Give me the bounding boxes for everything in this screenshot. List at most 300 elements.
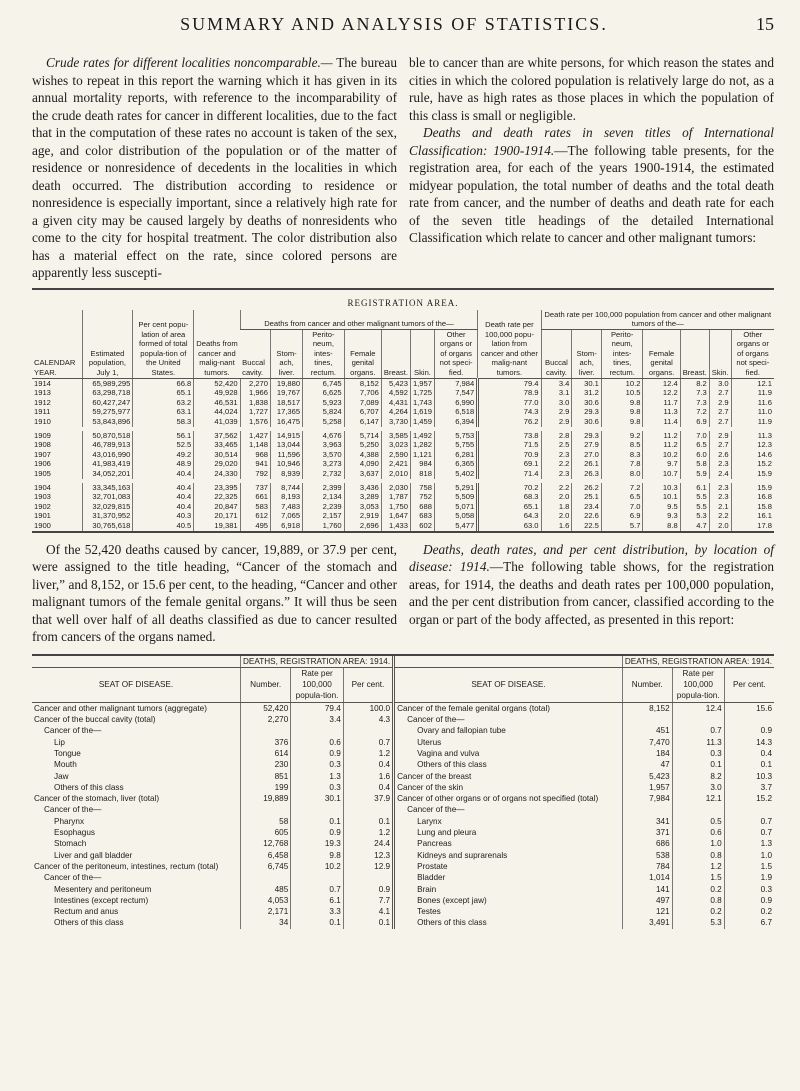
seat-p: 1.3 [724,838,774,849]
value-cell: 3.1 [541,388,572,398]
value-cell: 23.4 [572,502,602,512]
seat-n [622,714,672,725]
seat-label: Cancer of the skin [394,782,623,793]
seat-n: 34 [241,917,291,928]
value-cell: 3,436 [344,483,381,493]
table-row [32,417,774,427]
value-cell: 2.7 [709,407,731,417]
page-number: 15 [756,14,774,34]
col-rate-stomach: Stom-ach, liver. [572,329,602,378]
value-cell: 2,270 [240,378,270,388]
value-cell: 5.5 [680,492,709,502]
value-cell: 6,625 [303,388,345,398]
seat-label: Stomach [54,839,87,849]
seat-p: 4.1 [343,906,393,917]
table-row [32,804,774,815]
value-cell: 29.3 [572,407,602,417]
value-cell: 1,727 [240,407,270,417]
seat-n: 605 [241,827,291,838]
value-cell: 5,753 [434,431,477,441]
pct-header-left: Per cent. [343,667,393,702]
seat-label: Cancer of the female genital organs (total) [394,702,623,714]
table-row [32,388,774,398]
seat-r: 12.1 [672,793,724,804]
value-cell: 10.2 [601,378,643,388]
seat-r: 0.2 [672,884,724,895]
value-cell: 1,957 [410,378,434,388]
value-cell: 2.0 [541,492,572,502]
value-cell: 602 [410,521,434,531]
value-cell: 12.1 [731,378,774,388]
value-cell: 76.2 [478,417,541,427]
seat-label: Prostate [394,861,623,872]
seat-p: 0.7 [724,816,774,827]
value-cell: 5,250 [344,440,381,450]
seat-label: Others of this class [54,782,124,792]
value-cell: 2.2 [709,511,731,521]
seat-r: 11.3 [672,737,724,748]
seat-r: 3.4 [291,714,344,725]
seat-label: Others of this class [394,917,623,928]
value-cell: 8.5 [601,440,643,450]
seat-r: 0.5 [672,816,724,827]
value-cell: 31.2 [572,388,602,398]
value-cell: 11.4 [643,417,680,427]
value-cell: 1,576 [240,417,270,427]
value-cell: 19,880 [271,378,303,388]
seat-n: 3,491 [622,917,672,928]
value-cell: 49.2 [133,450,194,460]
page [32,14,774,929]
value-cell: 2.9 [709,398,731,408]
value-cell: 14,915 [271,431,303,441]
value-cell: 11.2 [643,431,680,441]
value-cell: 30,765,618 [82,521,133,531]
col-rate-female: Female genital organs. [643,329,680,378]
value-cell: 5.9 [680,469,709,479]
intro-right-continued: ble to cancer than are white persons, for which reason the states and cities in which the colored population is relatively large do not, as a rule, have as high rates as those places in which the population of this class is small or negligible. [409,55,774,123]
value-cell: 70.2 [478,483,541,493]
value-cell: 1,619 [410,407,434,417]
value-cell: 1,433 [381,521,410,531]
value-cell: 27.0 [572,450,602,460]
value-cell: 3,273 [303,459,345,469]
seat-label: Pancreas [394,838,623,849]
seat-p: 1.5 [724,861,774,872]
table-row [32,872,774,883]
value-cell: 2.7 [709,417,731,427]
col-rate-buccal: Buccal cavity. [541,329,572,378]
value-cell: 32,029,815 [82,502,133,512]
seat-p: 0.3 [724,884,774,895]
value-cell: 29.3 [572,431,602,441]
value-cell: 25.1 [572,492,602,502]
table-row [32,793,774,804]
seat-n: 341 [622,816,672,827]
table-row [32,782,774,793]
value-cell: 7,065 [271,511,303,521]
seat-r: 0.3 [672,748,724,759]
year-cell: 1908 [34,440,51,450]
seat-r: 0.6 [672,827,724,838]
value-cell: 15.2 [731,459,774,469]
seat-label: Cancer and other malignant tumors (aggregate) [34,703,207,713]
seat-r [291,725,344,736]
value-cell: 1,750 [381,502,410,512]
value-cell: 9.3 [643,511,680,521]
value-cell: 66.8 [133,378,194,388]
value-cell: 11.9 [731,417,774,427]
seat-n: 371 [622,827,672,838]
value-cell: 18,517 [271,398,303,408]
value-cell: 22.6 [572,511,602,521]
value-cell: 1.6 [541,521,572,531]
col-stomach: Stom-ach, liver. [271,329,303,378]
value-cell: 11.7 [643,398,680,408]
value-cell: 3,570 [303,450,345,460]
value-cell: 73.8 [478,431,541,441]
seat-label: Testes [394,906,623,917]
location-body: —The following table shows, for the registration areas, for 1914, the deaths and death rates per 100,000 population, and the per cent distribution from cancer, classified according to the organ or part of the body affected, as presented in this report: [409,559,774,627]
seat-r: 9.8 [291,850,344,861]
value-cell: 2.2 [541,459,572,469]
table-row [32,816,774,827]
year-cell: 1906 [34,459,51,469]
seat-n: 497 [622,895,672,906]
table-row [32,748,774,759]
value-cell: 7.0 [680,431,709,441]
value-cell: 8,744 [271,483,303,493]
seat-p: 0.9 [724,725,774,736]
value-cell: 17.8 [731,521,774,531]
year-cell: 1914 [34,378,51,388]
seat-r [672,804,724,815]
value-cell: 2.6 [709,450,731,460]
col-skin: Skin. [410,329,434,378]
seat-n: 7,984 [622,793,672,804]
col-year: CALENDAR YEAR. [32,310,82,379]
seat-label: Liver and gall bladder [54,850,133,860]
value-cell: 5.7 [601,521,643,531]
value-cell: 79.4 [478,378,541,388]
value-cell: 49,928 [194,388,240,398]
value-cell: 5.5 [680,502,709,512]
value-cell: 1,492 [410,431,434,441]
value-cell: 6.5 [601,492,643,502]
seat-p: 0.1 [724,759,774,770]
seat-p: 0.9 [343,884,393,895]
seat-header-left: SEAT OF DISEASE. [32,667,241,702]
value-cell: 583 [240,502,270,512]
seat-p [724,804,774,815]
table-row [32,850,774,861]
seat-n: 141 [622,884,672,895]
value-cell: 20,847 [194,502,240,512]
seat-n: 851 [241,771,291,782]
value-cell: 1,148 [240,440,270,450]
value-cell: 2.3 [709,459,731,469]
value-cell: 58.3 [133,417,194,427]
value-cell: 4.7 [680,521,709,531]
rate-header-left: Rate per 100,000 popula-tion. [291,667,344,702]
seat-label: Pharynx [54,816,85,826]
value-cell: 59,275,977 [82,407,133,417]
value-cell: 40.4 [133,502,194,512]
seat-r: 1.2 [672,861,724,872]
seat-n: 12,768 [241,838,291,849]
value-cell: 23,395 [194,483,240,493]
cancer-location-table [32,656,774,929]
value-cell: 2.0 [541,511,572,521]
table-row [32,759,774,770]
value-cell: 5,714 [344,431,381,441]
crude-rates-body: The bureau wishes to repeat in this report the warning which it has given in its annual mortality reports, with reference to the incomparability of the crude death rates for cancer in different localities, due to the fact that in the computation of these rates no account is taken of the sex, age, and color distribution of the population or of the matter of residence or nonresidence of decedents in the localities in which death occurred. The distribution according to residence or nonresidence is especially important, since a relatively high rate for a given city may be caused largely by deaths of nonresidents who come to the city for hospital treatment. The color distribution also has a material effect on the rate, since colored persons are apparently less suscepti- [32,55,397,280]
value-cell: 1,121 [410,450,434,460]
value-cell: 818 [410,469,434,479]
value-cell: 16.1 [731,511,774,521]
table-row [32,483,774,493]
seat-label: Vagina and vulva [394,748,623,759]
value-cell: 27.9 [572,440,602,450]
seat-r: 0.1 [672,759,724,770]
seat-label: Tongue [54,748,81,758]
seat-p: 12.3 [343,850,393,861]
seat-n: 19,889 [241,793,291,804]
year-cell: 1901 [34,511,51,521]
value-cell: 11.3 [643,407,680,417]
seat-n: 376 [241,737,291,748]
year-cell: 1903 [34,492,51,502]
table-row [32,714,774,725]
value-cell: 2.8 [541,431,572,441]
seat-r: 0.7 [672,725,724,736]
value-cell: 2,421 [381,459,410,469]
col-rate-group: Death rate per 100,000 population from cancer and other malignant tumors of the— [541,310,774,330]
year-cell: 1900 [34,520,51,530]
seat-p [724,714,774,725]
value-cell: 11.2 [643,440,680,450]
table-row [32,702,774,714]
seat-n: 1,014 [622,872,672,883]
value-cell: 5,402 [434,469,477,479]
value-cell: 3,053 [344,502,381,512]
value-cell: 2.3 [709,492,731,502]
value-cell: 3.4 [541,378,572,388]
seat-n: 199 [241,782,291,793]
value-cell: 2,590 [381,450,410,460]
seat-label: Cancer of the peritoneum, intestines, rectum (total) [34,861,219,871]
seat-p: 14.3 [724,737,774,748]
value-cell: 10,946 [271,459,303,469]
seat-n: 47 [622,759,672,770]
value-cell: 3.0 [709,378,731,388]
crude-rates-heading: Crude rates for different localities noncomparable.— [46,55,333,70]
value-cell: 2.2 [541,483,572,493]
col-deaths-total: Deaths from cancer and malig-nant tumors. [194,310,240,379]
value-cell: 2.1 [709,502,731,512]
value-cell: 6,918 [271,521,303,531]
value-cell: 6.9 [601,511,643,521]
seven-titles-body: —The following table presents, for the registration area, for each of the years 1900-1914, the estimated midyear population, the total number of deaths and the total death rate from cancer, and the number of deaths and death rate for each of the seven title headings of the detailed International Classification which relate to cancer and other malignant tumors: [409,142,774,245]
seat-n: 6,458 [241,850,291,861]
value-cell: 1,743 [410,398,434,408]
seat-n [241,872,291,883]
value-cell: 41,039 [194,417,240,427]
seat-r: 12.4 [672,702,724,714]
value-cell: 758 [410,483,434,493]
seat-n: 6,745 [241,861,291,872]
col-buccal: Buccal cavity. [240,329,270,378]
seat-p: 12.9 [343,861,393,872]
value-cell: 15.9 [731,483,774,493]
value-cell: 8.3 [601,450,643,460]
value-cell: 16,475 [271,417,303,427]
registration-table-title: REGISTRATION AREA. [347,297,459,308]
seat-n: 2,171 [241,906,291,917]
seat-n: 52,420 [241,702,291,714]
table-row [32,838,774,849]
seat-p: 15.6 [724,702,774,714]
seat-p [343,804,393,815]
value-cell: 4,592 [381,388,410,398]
seat-label: Rectum and anus [54,907,119,917]
table-row [32,431,774,441]
value-cell: 7,984 [434,378,477,388]
col-rate-total: Death rate per 100,000 popu-lation from cancer and other malig-nant tumors. [478,310,541,379]
intro-right [409,54,774,282]
value-cell: 6,365 [434,459,477,469]
value-cell: 37,562 [194,431,240,441]
value-cell: 63.0 [478,521,541,531]
value-cell: 3.0 [541,398,572,408]
seat-label: Cancer of the— [394,714,623,725]
table-row [32,521,774,531]
value-cell: 6.1 [680,483,709,493]
value-cell: 2.3 [541,469,572,479]
value-cell: 52,420 [194,378,240,388]
table-row [32,861,774,872]
value-cell: 1,966 [240,388,270,398]
value-cell: 65.1 [478,502,541,512]
value-cell: 6,147 [344,417,381,427]
seat-p: 1.9 [724,872,774,883]
value-cell: 1,838 [240,398,270,408]
table-row [32,469,774,479]
seat-r: 19.3 [291,838,344,849]
seat-label: Cancer of the— [394,804,623,815]
seat-label: Larynx [394,816,623,827]
seat-r: 1.0 [672,838,724,849]
seat-label: Mesentery and peritoneum [54,884,152,894]
seat-n: 485 [241,884,291,895]
seat-p: 0.9 [724,895,774,906]
seat-p: 4.3 [343,714,393,725]
value-cell: 8,939 [271,469,303,479]
intro-columns [32,54,774,282]
value-cell: 40.4 [133,469,194,479]
value-cell: 683 [410,511,434,521]
seat-n [622,804,672,815]
year-cell: 1913 [34,388,51,398]
seat-r: 6.1 [291,895,344,906]
table-row [32,459,774,469]
table-row [32,398,774,408]
value-cell: 2,010 [381,469,410,479]
seat-p: 24.4 [343,838,393,849]
value-cell: 9.2 [601,431,643,441]
year-cell: 1905 [34,469,51,478]
value-cell: 48.9 [133,459,194,469]
value-cell: 2,030 [381,483,410,493]
value-cell: 6,518 [434,407,477,417]
value-cell: 11.3 [731,431,774,441]
value-cell: 2,399 [303,483,345,493]
seat-p: 0.1 [343,816,393,827]
seat-n: 7,470 [622,737,672,748]
col-rate-skin: Skin. [709,329,731,378]
value-cell: 5.8 [680,459,709,469]
value-cell: 56.1 [133,431,194,441]
value-cell: 7.2 [601,483,643,493]
table-row [32,492,774,502]
seat-r: 0.1 [291,816,344,827]
value-cell: 7.0 [601,502,643,512]
value-cell: 7,706 [344,388,381,398]
value-cell: 16.8 [731,492,774,502]
seat-n: 614 [241,748,291,759]
table-row [32,725,774,736]
value-cell: 2.5 [541,440,572,450]
value-cell: 5,058 [434,511,477,521]
value-cell: 688 [410,502,434,512]
cancer-title-left: DEATHS, REGISTRATION AREA: 1914. [241,656,394,668]
value-cell: 3,730 [381,417,410,427]
value-cell: 1,282 [410,440,434,450]
seat-r: 79.4 [291,702,344,714]
seat-n: 8,152 [622,702,672,714]
value-cell: 26.3 [572,469,602,479]
value-cell: 13,044 [271,440,303,450]
seat-r: 1.5 [672,872,724,883]
seven-titles-heading: Deaths and death rates in seven titles of International Classification: 1900-1914. [409,125,774,158]
value-cell: 4,264 [381,407,410,417]
value-cell: 5,755 [434,440,477,450]
value-cell: 78.9 [478,388,541,398]
table-row [32,917,774,928]
seat-p [343,725,393,736]
value-cell: 40.4 [133,492,194,502]
value-cell: 2,696 [344,521,381,531]
seat-p: 7.7 [343,895,393,906]
value-cell: 7,089 [344,398,381,408]
value-cell: 40.4 [133,483,194,493]
seat-label: Others of this class [54,918,124,928]
value-cell: 46,789,913 [82,440,133,450]
value-cell: 68.3 [478,492,541,502]
seat-p: 0.4 [724,748,774,759]
seat-p: 1.2 [343,748,393,759]
value-cell: 10.2 [643,450,680,460]
seat-r: 3.0 [672,782,724,793]
seat-label: Cancer of other organs or of organs not specified (total) [394,793,623,804]
value-cell: 5,071 [434,502,477,512]
seat-label: Kidneys and suprarenals [394,850,623,861]
value-cell: 6.0 [680,450,709,460]
value-cell: 44,024 [194,407,240,417]
col-other: Other organs or of organs not speci-fied. [434,329,477,378]
value-cell: 2,239 [303,502,345,512]
seat-label: Ovary and fallopian tube [394,725,623,736]
